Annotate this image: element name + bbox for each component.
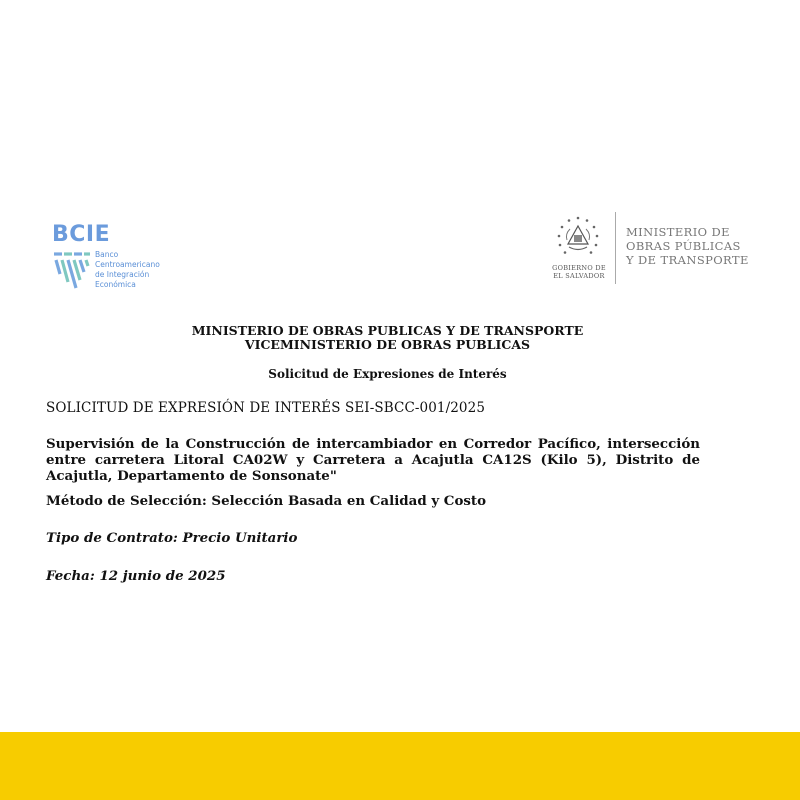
publication-date: Fecha: 12 junio de 2025	[46, 568, 226, 584]
government-caption-line: EL SALVADOR	[553, 272, 605, 280]
government-logo	[548, 212, 748, 286]
bcie-wordmark: BCIE	[52, 222, 111, 247]
government-caption-line: GOBIERNO DE	[552, 264, 606, 272]
bcie-stripes-icon	[52, 250, 92, 290]
ministry-heading: MINISTERIO DE OBRAS PUBLICAS Y DE TRANSPORTE	[191, 323, 584, 338]
footer-band	[0, 732, 800, 800]
bcie-logo	[52, 224, 182, 294]
contract-type: Tipo de Contrato: Precio Unitario	[46, 530, 298, 546]
bcie-subtitle-line: de Integración	[95, 270, 150, 279]
request-title: Solicitud de Expresiones de Interés	[268, 367, 507, 381]
national-seal-icon	[554, 214, 602, 262]
bcie-subtitle-line: Económica	[95, 280, 136, 289]
project-description: Supervisión de la Construcción de intercambiador en Corredor Pacífico, intersección entre carretera Litoral CA02W y Carretera a Acajutla CA12S (Kilo 5), Distrito de Acajutla, Departamento de Sonsonate"	[46, 436, 700, 484]
bcie-subtitle-line: Centroamericano	[95, 260, 160, 269]
selection-method: Método de Selección: Selección Basada en Calidad y Costo	[46, 493, 487, 509]
ministry-name-line: OBRAS PÚBLICAS	[626, 239, 741, 253]
reference-number: SOLICITUD DE EXPRESIÓN DE INTERÉS SEI-SBCC-001/2025	[46, 400, 486, 416]
government-caption	[548, 264, 610, 280]
logo-divider	[615, 212, 616, 284]
ministry-name	[626, 225, 749, 267]
bcie-subtitle	[95, 250, 160, 290]
viceministry-heading: VICEMINISTERIO DE OBRAS PUBLICAS	[244, 337, 531, 352]
ministry-name-line: Y DE TRANSPORTE	[626, 253, 749, 267]
bcie-subtitle-line: Banco	[95, 250, 119, 259]
ministry-name-line: MINISTERIO DE	[626, 225, 730, 239]
